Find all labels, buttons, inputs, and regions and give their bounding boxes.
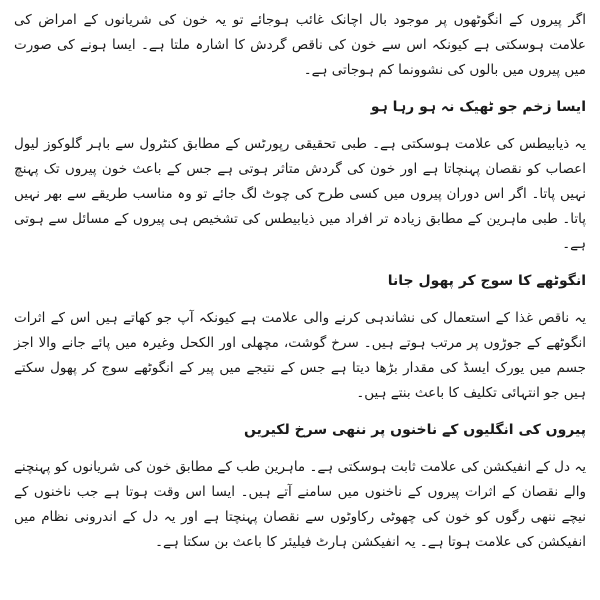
section-heading: پیروں کی انگلیوں کے ناخنوں پر ننھی سرخ لکیریں [244, 422, 586, 438]
section-paragraph: یہ ناقص غذا کے استعمال کی نشاندہی کرنے والی علامت ہے کیونکہ آپ جو کھاتے ہیں اس کے اثرات انگوٹھے کے جوڑوں پر مرتب ہوتے ہیں۔ سرخ گوشت، مچھلی اور الکحل وغیرہ میں پائے جانے والا اجز جسم میں یورک ایسڈ کی مقدار بڑھا دیتا ہے جس کے نتیجے میں پیر کے انگوٹھے سوج کر پھول سکتے ہیں جو انتہائی تکلیف کا باعث بنتے ہیں۔ [14, 310, 586, 401]
section-heading: انگوٹھے کا سوج کر پھول جانا [387, 273, 586, 289]
intro-paragraph: اگر پیروں کے انگوٹھوں پر موجود بال اچانک غائب ہوجائے تو یہ خون کی شریانوں کے امراض کی علامت ہوسکتی ہے کیونکہ اس سے خون کی ناقص گردش کا اشارہ ملتا ہے۔ ایسا ہونے کی صورت میں پیروں میں بالوں کی نشوونما کم ہوجاتی ہے۔ [14, 12, 586, 78]
section-paragraph: یہ ذیابیطس کی علامت ہوسکتی ہے۔ طبی تحقیقی رپورٹس کے مطابق کنٹرول سے باہر گلوکوز لیول اعصاب کو نقصان پہنچاتا ہے اور خون کی گردش متاثر ہوتی ہے جس کے باعث خون پیروں تک پہنچ نہیں پاتا۔ اگر اس دوران پیروں میں کسی طرح کی چوٹ لگ جائے تو وہ مناسب طریقے سے بھر نہیں پاتا۔ طبی ماہرین کے مطابق زیادہ تر افراد میں ذیابیطس کی تشخیص ہی پیروں کے مسائل سے ہوتی ہے۔ [14, 136, 586, 252]
section-heading: ایسا زخم جو ٹھیک نہ ہو رہا ہو [370, 99, 586, 115]
section-paragraph: یہ دل کے انفیکشن کی علامت ثابت ہوسکتی ہے۔ ماہرین طب کے مطابق خون کی شریانوں کو پہنچنے والے نقصان کے اثرات پیروں کے ناخنوں میں سامنے آتے ہیں۔ ایسا اس وقت ہوتا ہے جب ناخنوں کے نیچے ننھی رگوں کو خون کی چھوٹی رکاوٹوں سے نقصان پہنچتا ہے اور یہ دل کے اندرونی نظام میں انفیکشن کی علامت ہوتا ہے۔ یہ انفیکشن ہارٹ فیلیئر کا باعث بن سکتا ہے۔ [14, 459, 586, 550]
